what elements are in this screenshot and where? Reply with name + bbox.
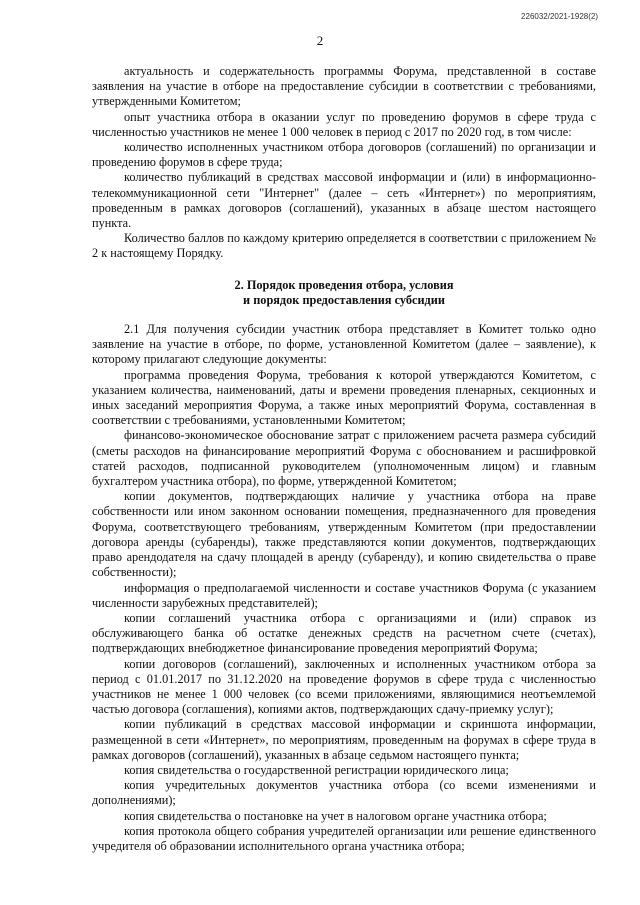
section-heading-line-1: 2. Порядок проведения отбора, условия	[234, 277, 454, 292]
page-number: 2	[316, 33, 324, 48]
section-heading-line-2: и порядок предоставления субсидии	[243, 292, 445, 307]
paragraph: Количество баллов по каждому критерию определяется в соответствии с приложением № 2 к настоящему Порядку.	[92, 231, 596, 261]
paragraph: копии документов, подтверждающих наличие у участника отбора на праве собственности или ином законном основании помещения, предназначенного для проведения Форума, соответствующего требованиям, утвержденным Комитетом (при предоставлении договора аренды (субаренды), также представляются копии документов, подтверждающих право арендодателя на сдачу площадей в аренду (субаренду), и копию свидетельства о праве собственности);	[92, 489, 596, 580]
paragraph: копии публикаций в средствах массовой информации и скриншота информации, размещенной в сети «Интернет», по мероприятиям, проведенным на форумах в сфере труда в рамках договоров (соглашений), указанных в абзаце седьмом настоящего пункта;	[92, 717, 596, 762]
section-heading	[92, 278, 596, 308]
document-body	[92, 64, 596, 854]
paragraph: копия протокола общего собрания учредителей организации или решение единственного учредителя об образовании исполнительного органа участника отбора;	[92, 823, 596, 853]
paragraph: количество публикаций в средствах массовой информации и (или) в информационно-телекоммуникационной сети "Интернет" (далее – сеть «Интернет») по мероприятиям, проведенным в рамках договоров (соглашений), указанных в абзаце шестом настоящего пункта.	[92, 170, 596, 231]
paragraph: копия свидетельства о постановке на учет в налоговом органе участника отбора;	[124, 808, 547, 823]
paragraph: копия учредительных документов участника отбора (со всеми изменениями и дополнениями);	[92, 778, 596, 808]
paragraph: финансово-экономическое обоснование затрат с приложением расчета размера субсидий (сметы расходов на финансирование мероприятий Форума с обоснованием и расшифровкой статей расходов, подписанной руководителем (уполномоченным лицом) и главным бухгалтером участника отбора), по форме, утвержденной Комитетом;	[92, 428, 596, 489]
paragraph: количество исполненных участником отбора договоров (соглашений) по организации и проведению форумов в сфере труда;	[92, 140, 596, 170]
paragraph: 2.1 Для получения субсидии участник отбора представляет в Комитет только одно заявление на участие в отборе, по форме, установленной Комитетом (далее – заявление), к которому прилагают следующие документы:	[92, 322, 596, 367]
paragraph: опыт участника отбора в оказании услуг по проведению форумов в сфере труда с численностью участников не менее 1 000 человек в период с 2017 по 2020 год, в том числе:	[92, 109, 596, 139]
paragraph: копия свидетельства о государственной регистрации юридического лица;	[124, 762, 509, 777]
paragraph: копии соглашений участника отбора с организациями и (или) справок из обслуживающего банка об остатке денежных средств на расчетном счете (счетах), подтверждающих внебюджетное финансирование проведения мероприятий Форума;	[92, 610, 596, 656]
paragraph: информация о предполагаемой численности и составе участников Форума (с указанием численности зарубежных представителей);	[92, 580, 596, 610]
paragraph: программа проведения Форума, требования к которой утверждаются Комитетом, с указанием количества, наименований, даты и времени проведения пленарных, секционных и иных заседаний мероприятия Форума, а также иных мероприятий Форума, составленная в соответствии с требованиями, установленными Комитетом;	[92, 367, 596, 428]
document-number: 226032/2021-1928(2)	[521, 12, 598, 21]
paragraph: копии договоров (соглашений), заключенных и исполненных участником отбора за период с 01.01.2017 по 31.12.2020 на проведение форумов в сфере труда с численностью участников не менее 1 000 человек (со всеми приложениями, являющимися неотъемлемой частью договора (соглашения), копиями актов, подтверждающих сдачу-приемку услуг);	[92, 656, 596, 717]
paragraph: актуальность и содержательность программы Форума, представленной в составе заявления на участие в отборе на предоставление субсидии в соответствии с требованиями, утвержденными Комитетом;	[92, 64, 596, 109]
